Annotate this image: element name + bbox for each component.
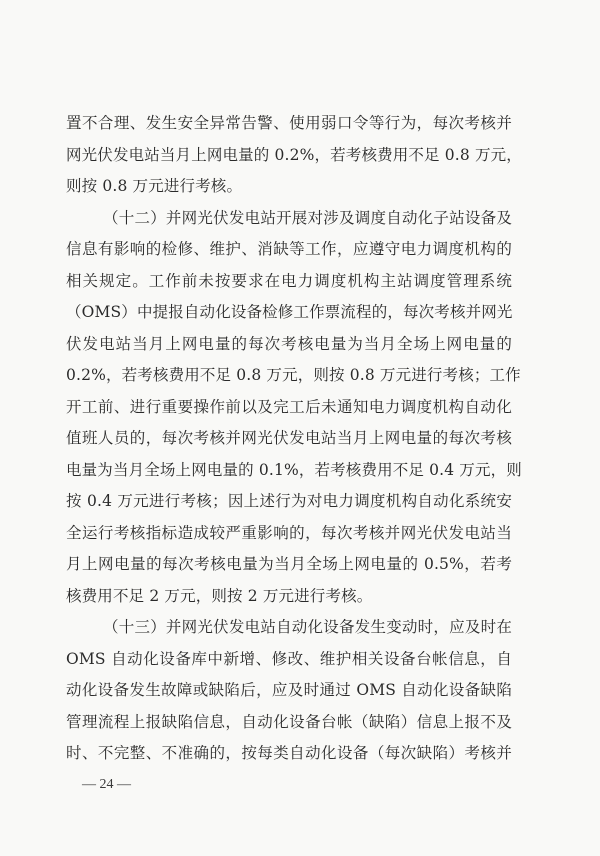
section-13-heading-line: （十三）并网光伏发电站自动化设备发生变动时，应及时在	[103, 618, 512, 636]
text-line: 核费用不足 2 万元，则按 2 万元进行考核。	[66, 587, 373, 605]
page-number: — 24 —	[82, 777, 131, 792]
text-line: 时、不完整、不准确的，按每类自动化设备（每次缺陷）考核并	[66, 744, 512, 762]
text-line: 相关规定。工作前未按要求在电力调度机构主站调度管理系统	[66, 272, 512, 290]
text-line: 则按 0.8 万元进行考核。	[66, 177, 243, 195]
text-line: OMS 自动化设备库中新增、修改、维护相关设备台帐信息，自	[66, 650, 512, 668]
text-line: 0.2%，若考核费用不足 0.8 万元，则按 0.8 万元进行考核；工作	[66, 366, 521, 384]
text-line: 值班人员的，每次考核并网光伏发电站当月上网电量的每次考核	[66, 429, 512, 447]
text-line: 电量为当月全场上网电量的 0.1%，若考核费用不足 0.4 万元，则	[66, 461, 522, 479]
text-line: 动化设备发生故障或缺陷后，应及时通过 OMS 自动化设备缺陷	[66, 681, 512, 699]
text-line: 伏发电站当月上网电量的每次考核电量为当月全场上网电量的	[66, 335, 512, 353]
text-line: 按 0.4 万元进行考核；因上述行为对电力调度机构自动化系统安	[66, 492, 512, 510]
text-line: 全运行考核指标造成较严重影响的，每次考核并网光伏发电站当	[66, 524, 512, 542]
text-line: 信息有影响的检修、维护、消缺等工作，应遵守电力调度机构的	[66, 240, 512, 258]
section-12-heading-line: （十二）并网光伏发电站开展对涉及调度自动化子站设备及	[103, 209, 512, 227]
text-line: 网光伏发电站当月上网电量的 0.2%，若考核费用不足 0.8 万元，	[66, 146, 522, 164]
text-line: 管理流程上报缺陷信息，自动化设备台帐（缺陷）信息上报不及	[66, 713, 512, 731]
text-line: 月上网电量的每次考核电量为当月全场上网电量的 0.5%，若考	[66, 555, 512, 573]
text-line: 开工前、进行重要操作前以及完工后未通知电力调度机构自动化	[66, 398, 512, 416]
text-line: （OMS）中提报自动化设备检修工作票流程的，每次考核并网光	[66, 303, 513, 321]
text-line: 置不合理、发生安全异常告警、使用弱口令等行为，每次考核并	[66, 114, 512, 132]
